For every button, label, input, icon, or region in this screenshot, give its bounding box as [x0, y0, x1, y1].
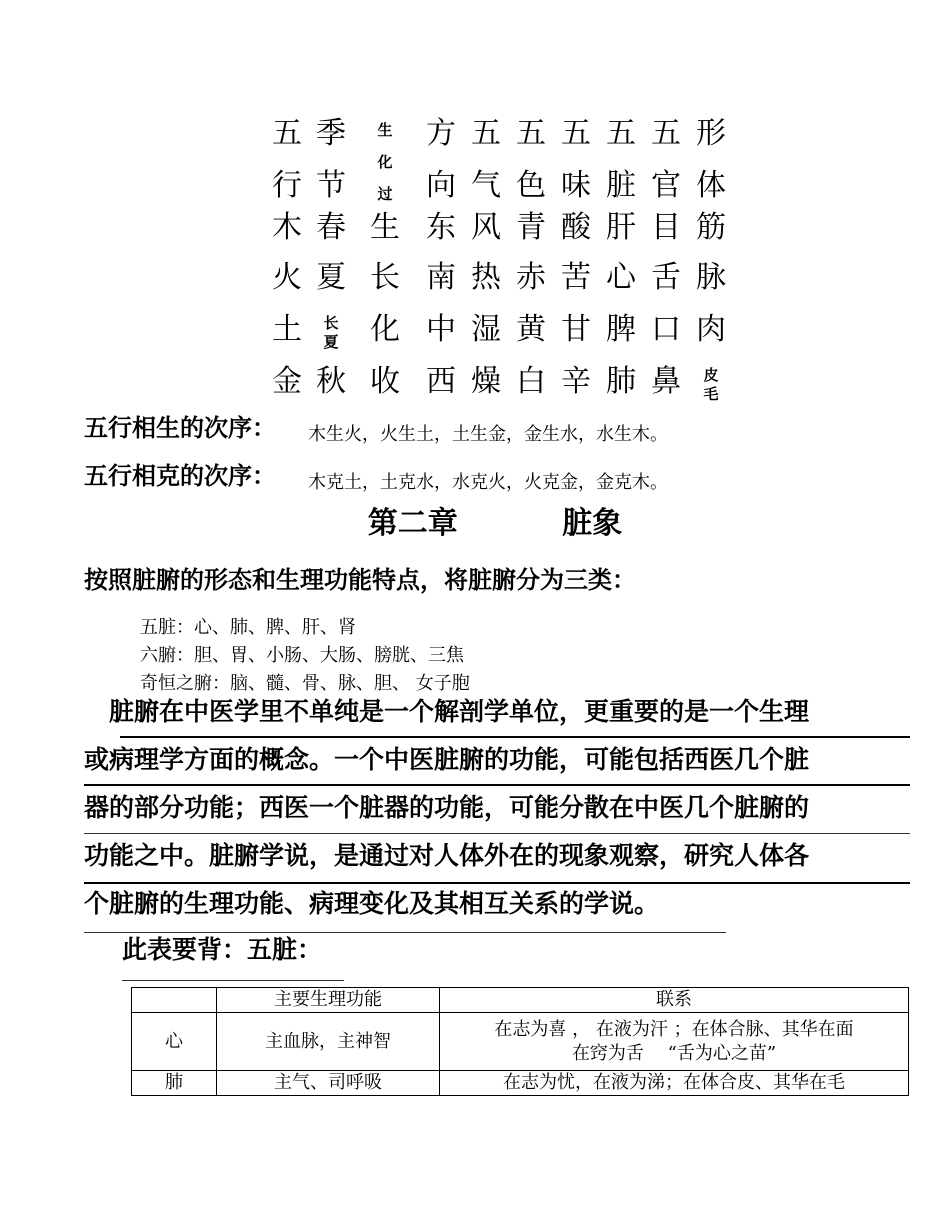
grid-cell: 长	[370, 260, 400, 295]
grid-cell: 生	[370, 210, 400, 245]
grid-row	[265, 206, 745, 258]
grid-cell: 白	[516, 364, 546, 399]
underline-rule	[122, 980, 344, 981]
grid-cell: 赤	[516, 260, 546, 295]
underline-rule	[120, 736, 910, 738]
grid-cell: 五 色	[516, 116, 546, 203]
grid-cell: 湿	[471, 312, 501, 347]
grid-cell: 中	[426, 312, 456, 347]
table-cell-function: 主血脉，主神智	[217, 1013, 440, 1071]
table-cell-organ: 肺	[132, 1071, 217, 1096]
grid-cell: 肝	[606, 210, 636, 245]
grid-cell: 五 行	[272, 116, 302, 203]
grid-cell: 肉	[696, 312, 726, 347]
grid-cell: 青	[516, 210, 546, 245]
grid-row	[265, 256, 745, 308]
grid-cell: 金	[272, 364, 302, 399]
chapter-title: 第二章 脏象	[367, 506, 623, 541]
grid-cell: 形 体	[696, 116, 726, 203]
grid-cell: 目	[651, 210, 681, 245]
grid-cell: 收	[370, 364, 400, 399]
grid-cell: 皮 毛	[703, 366, 719, 403]
grid-cell: 酸	[561, 210, 591, 245]
organ-function-table	[131, 987, 909, 1096]
ke-sequence-text: 木克土，土克水，水克火，火克金，金克木。	[308, 472, 668, 493]
grid-cell: 口	[651, 312, 681, 347]
grid-cell: 风	[471, 210, 501, 245]
table-cell-organ: 心	[132, 1013, 217, 1071]
grid-cell: 秋	[316, 364, 346, 399]
grid-cell: 化	[370, 312, 400, 347]
grid-cell: 春	[316, 210, 346, 245]
grid-cell: 五 味	[561, 116, 591, 203]
grid-cell: 方 向	[426, 116, 456, 203]
grid-cell: 辛	[561, 364, 591, 399]
paragraph-line: 个脏腑的生理功能、病理变化及其相互关系的学说。	[84, 889, 660, 918]
grid-cell: 燥	[471, 364, 501, 399]
grid-header-row	[265, 108, 745, 203]
grid-cell: 木	[272, 210, 302, 245]
paragraph-line: 功能之中。脏腑学说，是通过对人体外在的现象观察，研究人体各	[84, 841, 810, 870]
grid-cell: 五 脏	[606, 116, 636, 203]
table-cell-function: 主气、司呼吸	[217, 1071, 440, 1096]
grid-cell: 夏	[316, 260, 346, 295]
grid-cell: 东	[426, 210, 456, 245]
grid-cell: 脾	[606, 312, 636, 347]
table-header-row	[132, 988, 909, 1013]
sheng-sequence-label: 五行相生的次序：	[84, 414, 276, 442]
grid-cell: 南	[426, 260, 456, 295]
grid-cell: 苦	[561, 260, 591, 295]
table-header-cell: 联系	[440, 988, 909, 1013]
table-cell-relation: 在志为喜 ， 在液为汗 ；在体合脉、其华在面 在窍为舌 “舌为心之苗”	[440, 1013, 909, 1071]
memo-heading: 此表要背：五脏：	[122, 935, 323, 964]
grid-cell: 鼻	[651, 364, 681, 399]
grid-cell: 生 化 过	[377, 121, 393, 203]
list-item-wuzang: 五脏：心、肺、脾、肝、肾	[140, 617, 356, 638]
grid-cell: 热	[471, 260, 501, 295]
paragraph-line: 器的部分功能；西医一个脏器的功能，可能分散在中医几个脏腑的	[84, 793, 810, 822]
table-header-cell: 主要生理功能	[217, 988, 440, 1013]
grid-cell: 甘	[561, 312, 591, 347]
underline-rule	[84, 784, 910, 786]
list-item-qiheng: 奇恒之腑：脑、髓、骨、脉、胆、 女子胞	[140, 673, 470, 694]
grid-cell: 脉	[696, 260, 726, 295]
table-cell-relation: 在志为忧，在液为涕；在体合皮、其华在毛	[440, 1071, 909, 1096]
grid-cell: 舌	[651, 260, 681, 295]
paragraph-line: 脏腑在中医学里不单纯是一个解剖学单位，更重要的是一个生理	[84, 697, 810, 726]
list-item-liufu: 六腑：胆、胃、小肠、大肠、膀胱、三焦	[140, 645, 464, 666]
grid-cell: 肺	[606, 364, 636, 399]
grid-cell: 黄	[516, 312, 546, 347]
table-row	[132, 1071, 909, 1096]
sheng-sequence-text: 木生火，火生土，土生金，金生水，水生木。	[308, 424, 668, 445]
ke-sequence-label: 五行相克的次序：	[84, 462, 276, 490]
grid-row	[265, 360, 745, 412]
underline-rule	[84, 833, 910, 834]
paragraph-line: 或病理学方面的概念。一个中医脏腑的功能，可能包括西医几个脏	[84, 745, 810, 774]
classification-heading: 按照脏腑的形态和生理功能特点，将脏腑分为三类：	[84, 566, 636, 594]
grid-cell: 土	[272, 312, 302, 347]
grid-cell: 五 气	[471, 116, 501, 203]
grid-cell: 五 官	[651, 116, 681, 203]
table-header-cell	[132, 988, 217, 1013]
grid-row	[265, 308, 745, 360]
table-row	[132, 1013, 909, 1071]
grid-cell: 筋	[696, 210, 726, 245]
grid-cell: 火	[272, 260, 302, 295]
grid-cell: 西	[426, 364, 456, 399]
grid-cell: 长 夏	[323, 314, 339, 351]
grid-cell: 季 节	[316, 116, 346, 203]
grid-cell: 心	[606, 260, 636, 295]
